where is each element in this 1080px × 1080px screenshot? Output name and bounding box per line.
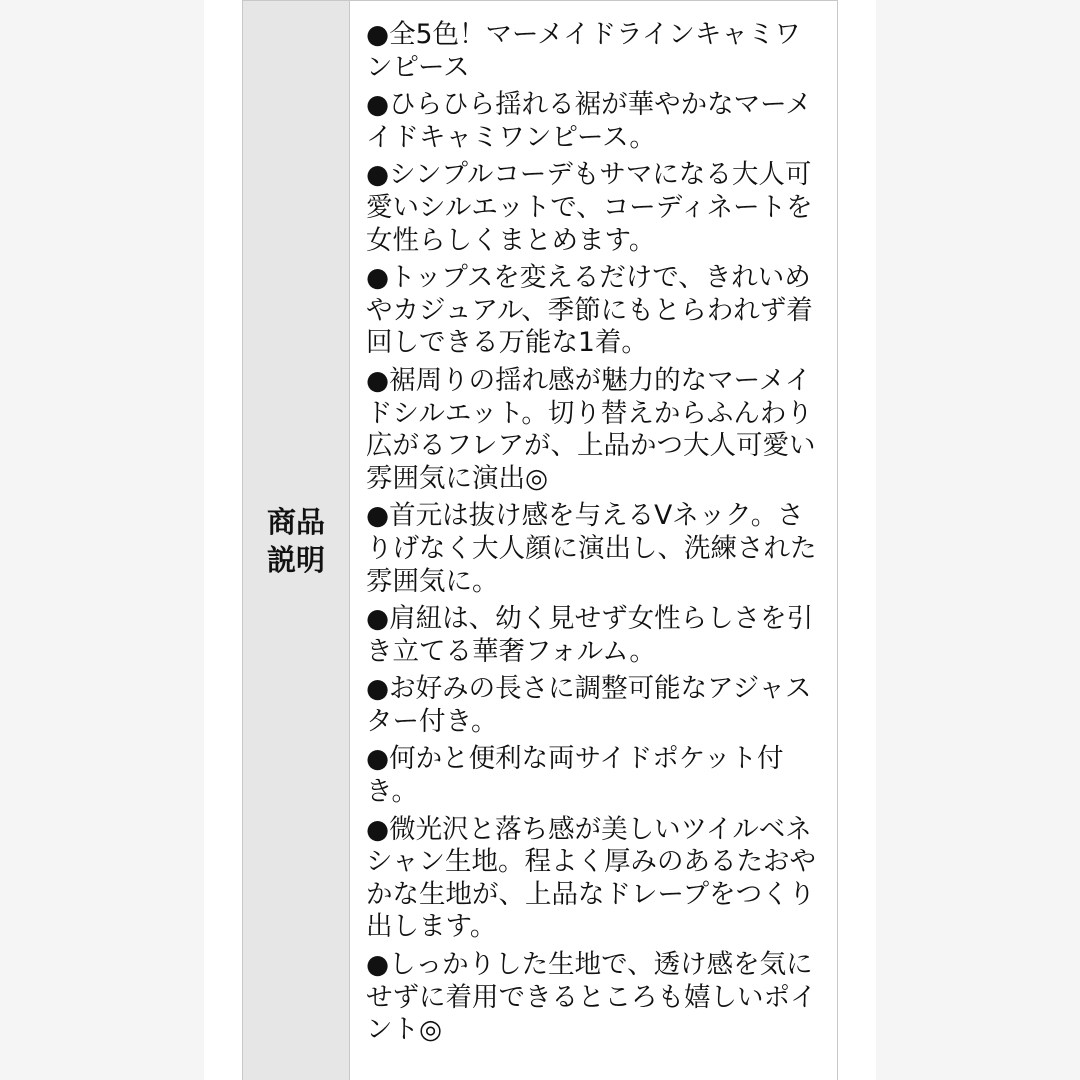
description-paragraph-neckline: ●首元は抜け感を与えるVネック。さりげなく大人顔に演出し、洗練された雰囲気に。	[366, 500, 817, 597]
description-paragraph-hem: ●ひらひら揺れる裾が華やかなマーメイドキャミワンピース。	[366, 89, 812, 153]
description-paragraph-adjuster: ●お好みの長さに調整可能なアジャスター付き。	[366, 673, 812, 737]
description-paragraph-straps: ●肩紐は、幼く見せず女性らしさを引き立てる華奢フォルム。	[366, 603, 814, 667]
description-paragraph-color-count: ●全5色！マーメイドラインキャミワンピース	[366, 19, 801, 83]
table-header-cell	[243, 1, 350, 1080]
description-paragraph-fabric: ●微光沢と落ち感が美しいツイルベネシャン生地。程よく厚みのあるたおやかな生地が、上品なドレープをつくり出します。	[366, 813, 816, 943]
description-paragraph-opacity: ●しっかりした生地で、透け感を気にせずに着用できるところも嬉しいポイント◎	[366, 949, 817, 1046]
product-description-label: 商品説明	[266, 504, 325, 577]
description-paragraph-mermaid: ●裾周りの揺れ感が魅力的なマーメイドシルエット。切り替えからふんわり広がるフレアが、上品かつ大人可愛い雰囲気に演出◎	[366, 364, 816, 494]
description-content-cell	[350, 1, 837, 1080]
product-description-table	[242, 0, 838, 1080]
description-paragraph-pockets: ●何かと便利な両サイドポケット付き。	[366, 743, 784, 808]
description-paragraph-silhouette: ●シンプルコーデもサマになる大人可愛いシルエットで、コーディネートを女性らしくまとめます。	[366, 159, 813, 256]
description-paragraph-versatility: ●トップスを変えるだけで、きれいめやカジュアル、季節にもとらわれず着回しできる万能な1着。	[366, 262, 813, 359]
